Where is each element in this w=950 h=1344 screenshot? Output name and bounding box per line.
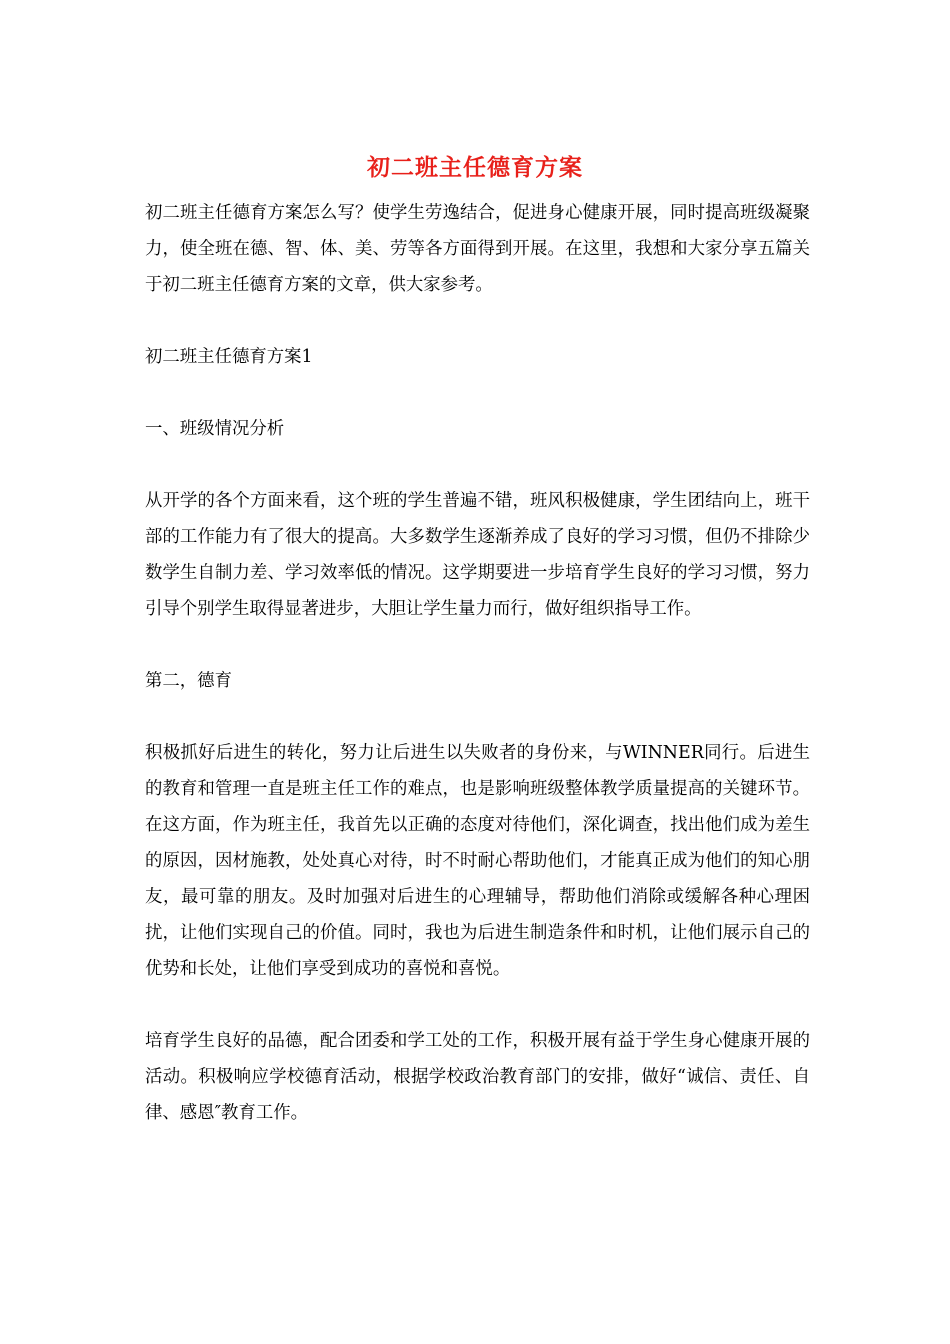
paragraph-gap bbox=[145, 987, 810, 1023]
paragraph-gap bbox=[145, 447, 810, 483]
subsection-heading: 一、班级情况分析 bbox=[145, 419, 285, 439]
document-body bbox=[145, 195, 810, 1131]
body-paragraph: 培育学生良好的品德，配合团委和学工处的工作，积极开展有益于学生身心健康开展的活动。积极响应学校德育活动，根据学校政治教育部门的安排，做好“诚信、责任、自律、感恩″教育工作。 bbox=[145, 1031, 810, 1123]
document-title: 初二班主任德育方案 bbox=[367, 154, 583, 181]
paragraph-gap bbox=[145, 375, 810, 411]
paragraph-gap bbox=[145, 627, 810, 663]
section-heading: 初二班主任德育方案1 bbox=[145, 347, 313, 367]
body-paragraph: 从开学的各个方面来看，这个班的学生普遍不错，班风积极健康，学生团结向上，班干部的工作能力有了很大的提高。大多数学生逐渐养成了良好的学习习惯，但仍不排除少数学生自制力差、学习效率低的情况。这学期要进一步培育学生良好的学习习惯，努力引导个别学生取得显著进步，大胆让学生量力而行，做好组织指导工作。 bbox=[145, 491, 810, 619]
paragraph-gap bbox=[145, 699, 810, 735]
subsection-heading: 第二，德育 bbox=[145, 671, 232, 691]
body-paragraph: 积极抓好后进生的转化，努力让后进生以失败者的身份来，与WINNER同行。后进生的教育和管理一直是班主任工作的难点，也是影响班级整体教学质量提高的关键环节。在这方面，作为班主任，我首先以正确的态度对待他们，深化调查，找出他们成为差生的原因，因材施教，处处真心对待，时不时耐心帮助他们，才能真正成为他们的知心朋友，最可靠的朋友。及时加强对后进生的心理辅导，帮助他们消除或缓解各种心理困扰，让他们实现自己的价值。同时，我也为后进生制造条件和时机，让他们展示自己的优势和长处，让他们享受到成功的喜悦和喜悦。 bbox=[145, 743, 810, 979]
intro-paragraph: 初二班主任德育方案怎么写？使学生劳逸结合，促进身心健康开展，同时提高班级凝聚力，使全班在德、智、体、美、劳等各方面得到开展。在这里，我想和大家分享五篇关于初二班主任德育方案的文章，供大家参考。 bbox=[145, 203, 810, 295]
paragraph-gap bbox=[145, 303, 810, 339]
